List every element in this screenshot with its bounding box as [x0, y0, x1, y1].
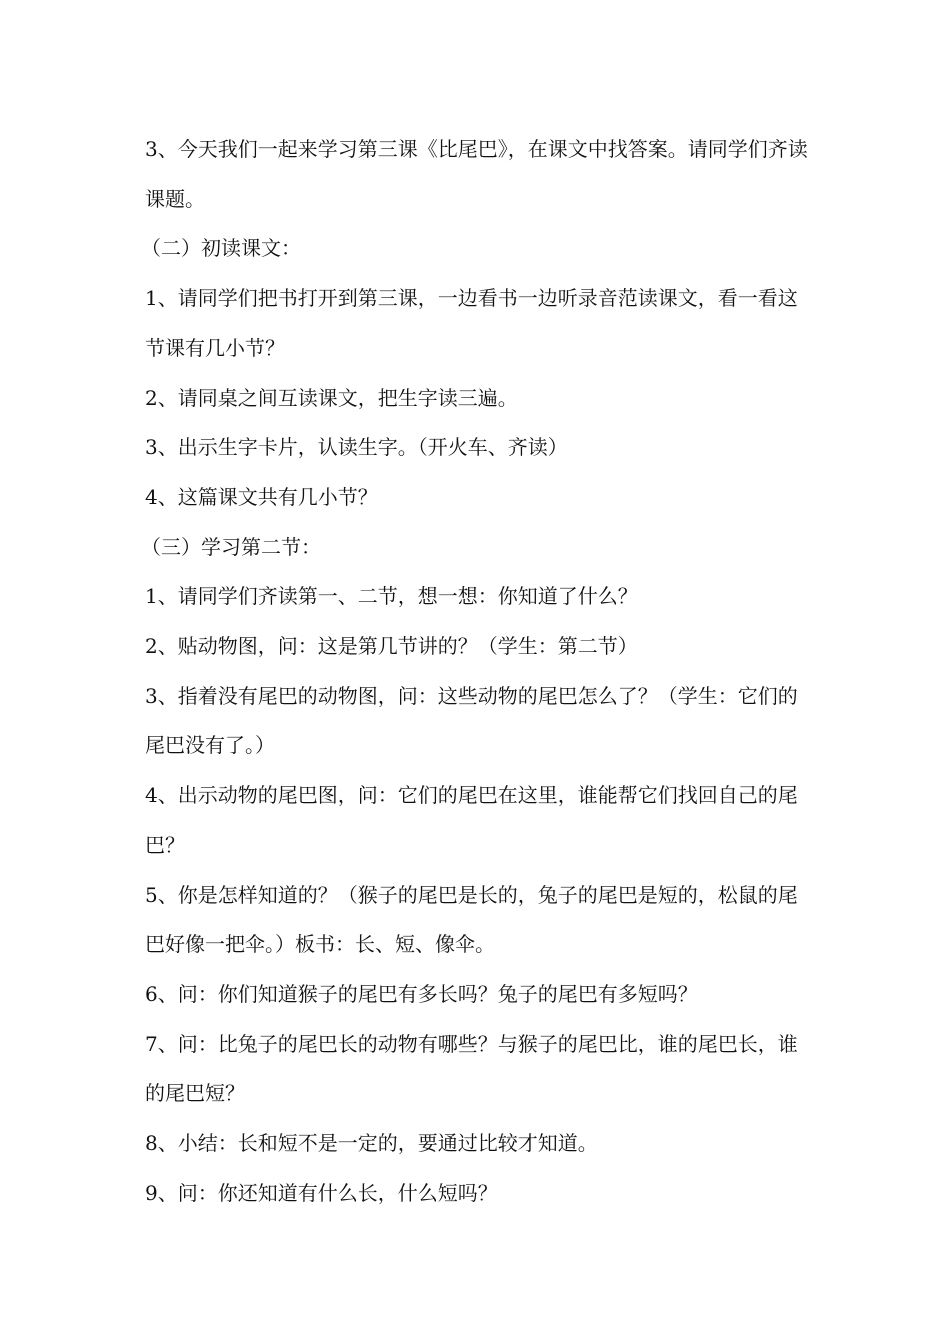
paragraph: 2、请同桌之间互读课文，把生字读三遍。: [145, 385, 518, 410]
paragraph: 8、小结：长和短不是一定的，要通过比较才知道。: [145, 1131, 598, 1156]
section-heading: （二）初读课文：: [141, 236, 301, 261]
paragraph: 3、指着没有尾巴的动物图，问：这些动物的尾巴怎么了？（学生：它们的尾巴没有了。）: [145, 683, 798, 758]
paragraph: 3、出示生字卡片，认读生字。（开火车、齐读）: [145, 435, 568, 460]
paragraph: 1、请同学们把书打开到第三课，一边看书一边听录音范读课文，看一看这节课有几小节？: [145, 286, 798, 360]
paragraph: 5、你是怎样知道的？（猴子的尾巴是长的，兔子的尾巴是短的，松鼠的尾巴好像一把伞。）板书：长、短、像伞。: [145, 882, 798, 957]
paragraph: 6、问：你们知道猴子的尾巴有多长吗？兔子的尾巴有多短吗？: [145, 981, 698, 1006]
paragraph: 2、贴动物图，问：这是第几节讲的？（学生：第二节）: [145, 634, 638, 659]
document-body: [141, 125, 810, 1218]
paragraph: 1、请同学们齐读第一、二节，想一想：你知道了什么？: [145, 584, 638, 609]
section-heading: （三）学习第二节：: [141, 534, 321, 559]
paragraph: 7、问：比兔子的尾巴长的动物有哪些？与猴子的尾巴比，谁的尾巴长，谁的尾巴短？: [145, 1031, 798, 1106]
paragraph: 4、出示动物的尾巴图，问：它们的尾巴在这里，谁能帮它们找回自己的尾巴？: [145, 783, 798, 857]
paragraph: 9、问：你还知道有什么长，什么短吗？: [145, 1180, 498, 1205]
paragraph: 3、今天我们一起来学习第三课《比尾巴》，在课文中找答案。请同学们齐读课题。: [145, 137, 808, 211]
paragraph: 4、这篇课文共有几小节？: [145, 484, 378, 509]
